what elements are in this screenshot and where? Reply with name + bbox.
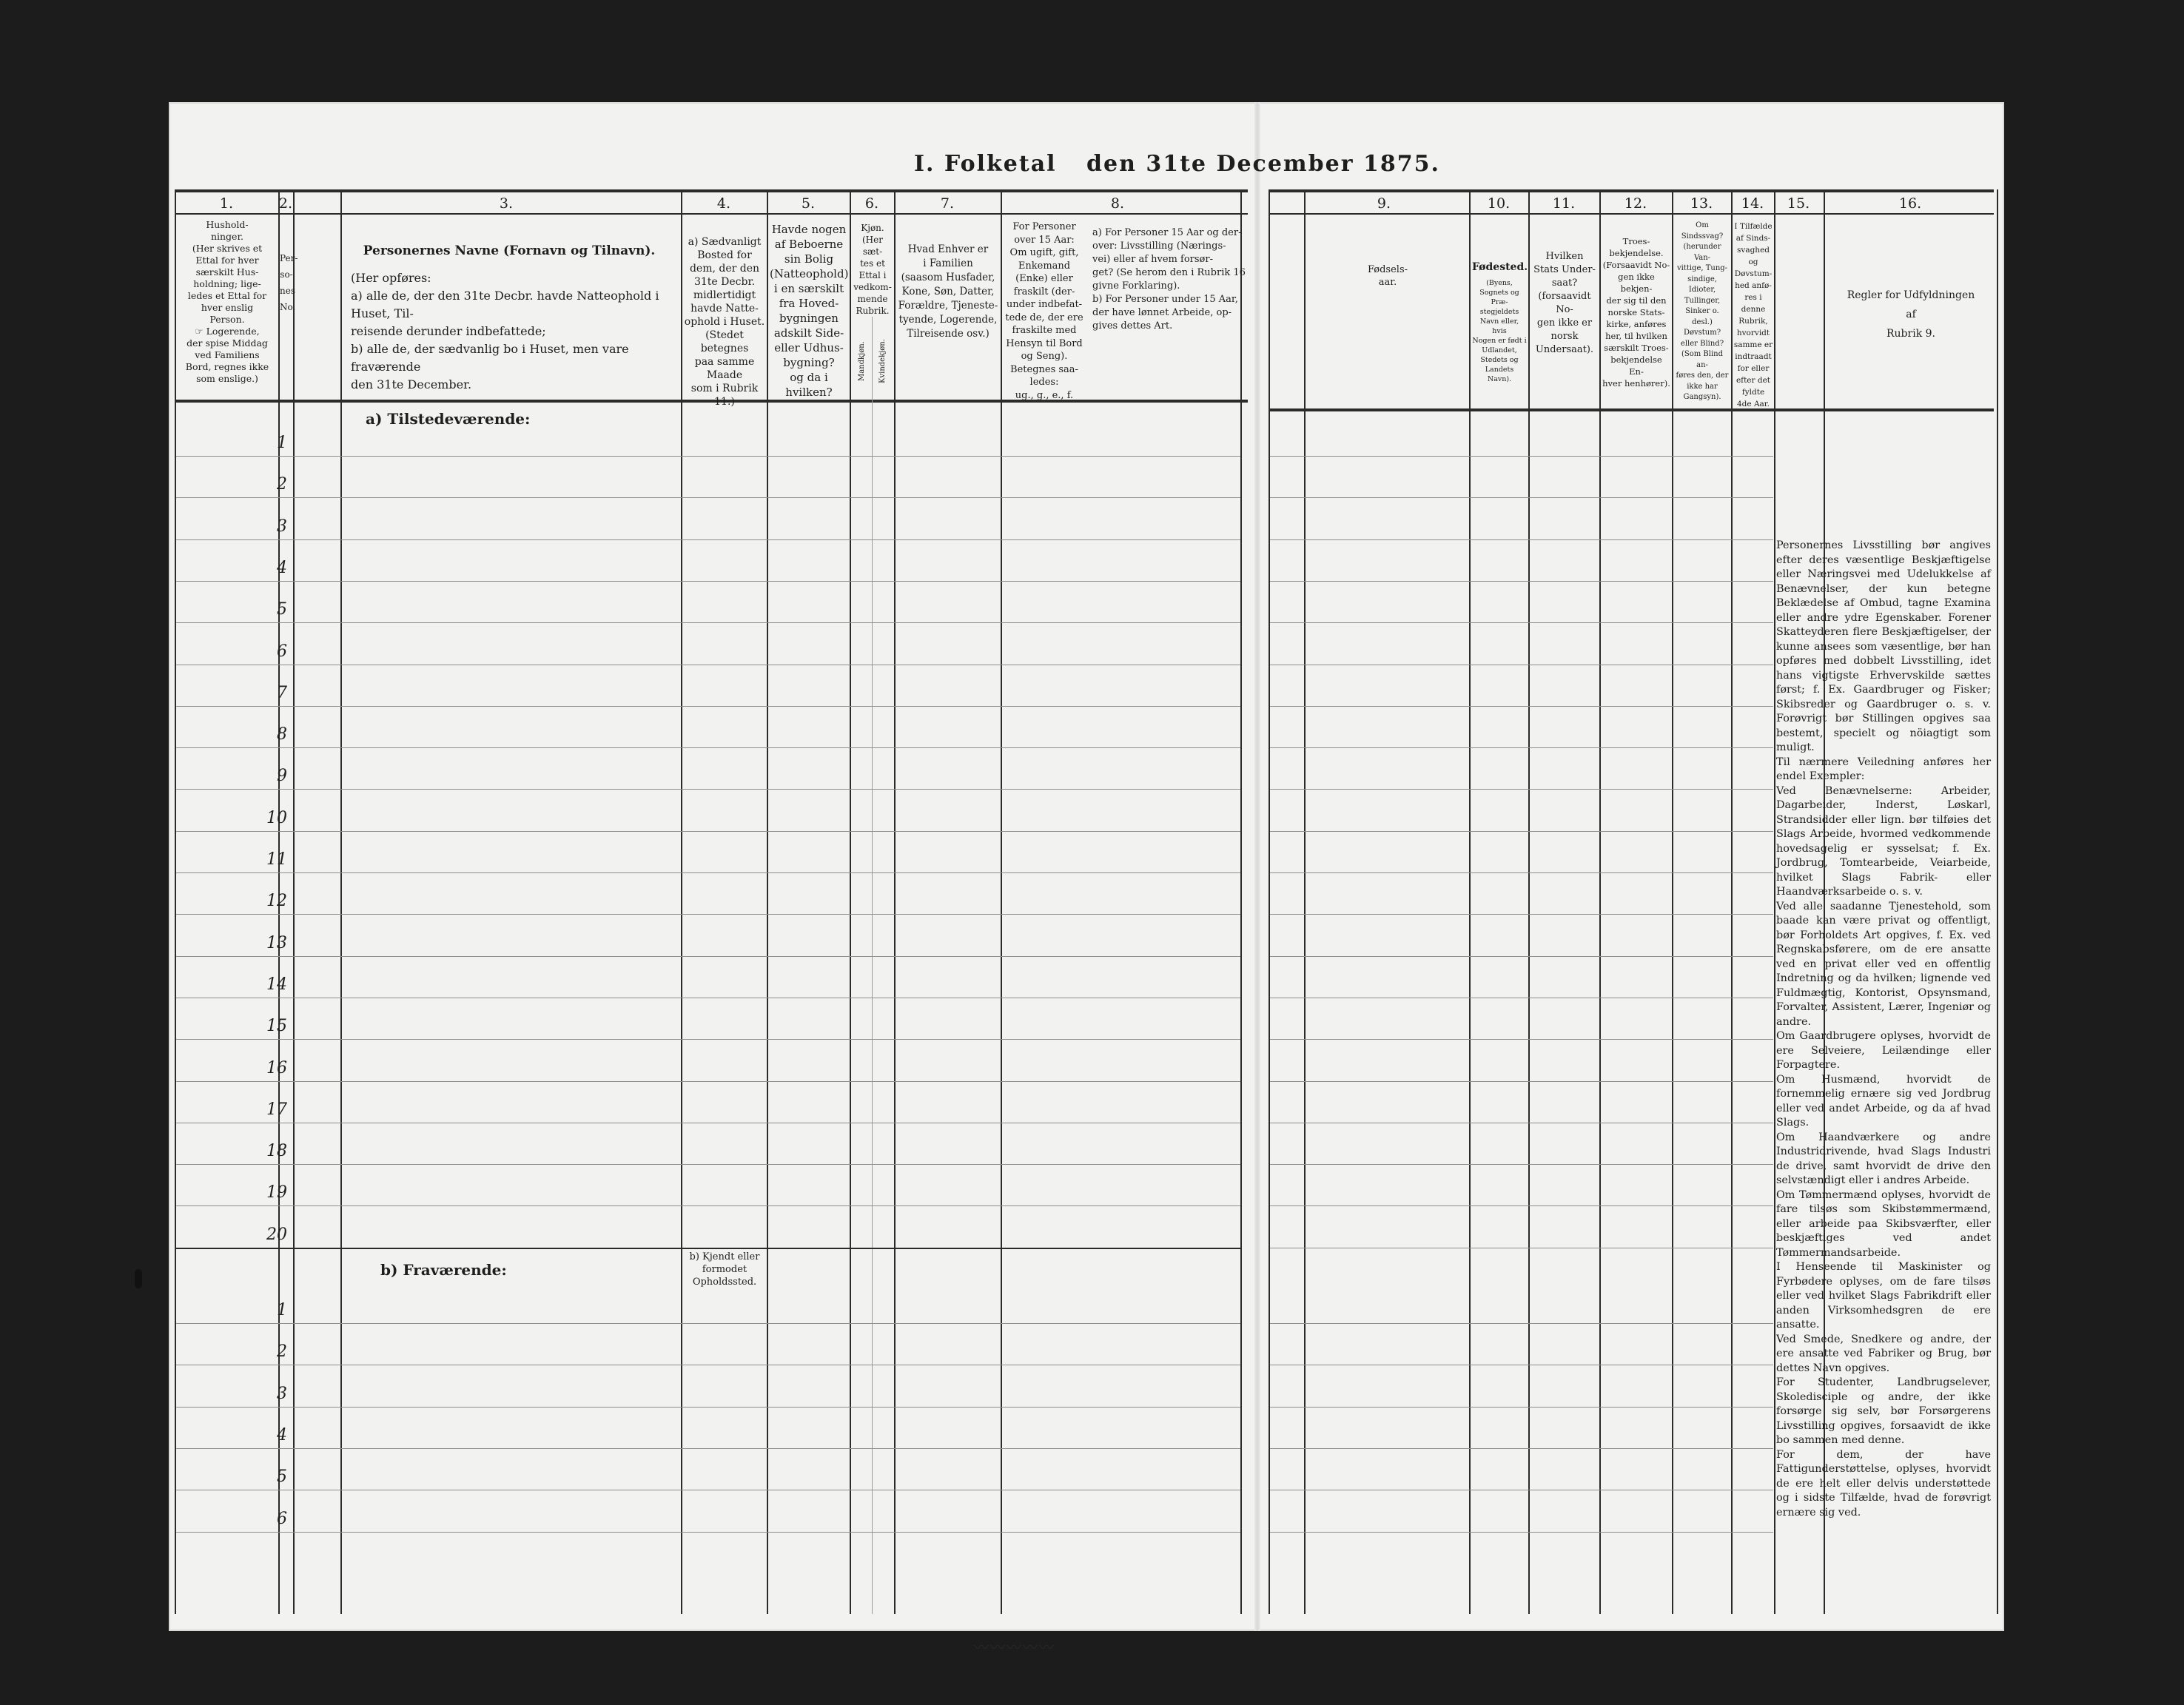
column-number: 6.: [864, 195, 879, 212]
present-row-rule: [176, 831, 1240, 832]
header-birthplace-title: Fødested.: [1472, 261, 1528, 273]
column-number: 14.: [1741, 195, 1764, 212]
present-row-number: 12: [266, 892, 287, 911]
present-row-rule-right: [1270, 914, 1773, 915]
header-top-rule-right: [1269, 189, 1994, 192]
col-rule: [1304, 189, 1306, 1614]
present-row-rule: [176, 914, 1240, 915]
present-row-number: 19: [266, 1183, 287, 1203]
absent-row-number: 1: [277, 1301, 287, 1319]
form-title-right: den 31te December 1875.: [1086, 151, 1440, 177]
present-row-rule: [176, 456, 1240, 457]
section-absent-label: b) Fraværende:: [380, 1261, 507, 1279]
column-number: 1.: [219, 195, 234, 212]
present-row-rule-right: [1270, 831, 1773, 832]
absent-row-rule-right: [1270, 1448, 1773, 1449]
present-row-rule-right: [1270, 747, 1773, 748]
header-disability-onset: I Tilfælde af Sinds- svaghed og Døvstum- hed anfø- res i denne Rubrik, hvorvidt samme er indtraadt for eller efter det fyldte 4de Aar.: [1733, 222, 1773, 408]
absent-row-rule-right: [1270, 1532, 1773, 1533]
header-sex: Kjøn. (Her sæt- tes et Ettal i vedkom- mende Rubrik.: [853, 223, 892, 316]
header-family-role: Hvad Enhver er i Familien (saasom Husfader, Kone, Søn, Datter, Forældre, Tjeneste- tyende, Logerende, Tilreisende osv.): [898, 243, 998, 340]
present-row-rule-right: [1270, 872, 1773, 873]
present-row-rule-right: [1270, 706, 1773, 707]
column-number: 8.: [1110, 195, 1125, 212]
present-row-rule: [176, 1164, 1240, 1165]
col-rule: [175, 189, 176, 1614]
census-form-page: [169, 102, 2004, 1656]
present-row-number: 8: [277, 725, 287, 744]
header-households: Hushold- ninger. (Her skrives et Ettal for hver særskilt Hus- holdning; lige- ledes et Ettal for hver enslig Person. ☞ Logerende, der spise Middag ved Familiens Bord, regnes ikke som enslige.): [185, 219, 269, 384]
absent-row-rule-right: [1270, 1323, 1773, 1324]
present-row-rule: [176, 956, 1240, 957]
present-row-number: 6: [277, 642, 287, 661]
header-outbuilding: Havde nogen af Beboerne sin Bolig (Natteophold) i en særskilt fra Hoved- bygningen adskilt Side- eller Udhus- bygning? og da i hvilken?: [770, 223, 849, 399]
header-sex-female: Kvindekjøn.: [878, 339, 887, 383]
form-title-left: I. Folketal: [914, 151, 1057, 177]
absent-row-rule: [176, 1407, 1240, 1408]
present-row-rule: [176, 581, 1240, 582]
present-row-rule: [176, 1205, 1240, 1206]
bottom-stamp: 〰〰〰〰〰: [974, 1638, 1055, 1656]
present-row-number: 1: [277, 434, 287, 452]
absent-row-rule: [176, 1323, 1240, 1324]
header-nationality: Hvilken Stats Under- saat? (forsaavidt No- gen ikke er norsk Undersaat).: [1533, 251, 1596, 355]
column-number: 16.: [1898, 195, 1922, 212]
column-number: 4.: [716, 195, 731, 212]
present-row-rule: [176, 789, 1240, 790]
absent-row-rule: [176, 1532, 1240, 1533]
absent-row-rule-right: [1270, 1407, 1773, 1408]
page-fold: [1254, 102, 1260, 1631]
present-row-number: 15: [266, 1017, 287, 1036]
present-row-rule-right: [1270, 456, 1773, 457]
present-row-number: 14: [266, 975, 287, 994]
col-rule: [340, 189, 342, 1614]
header-sex-male: Mandkjøn.: [858, 341, 866, 381]
header-religion: Troes- bekjendelse. (Forsaavidt No- gen ikke bekjen- der sig til den norske Stats- kirke, anføres her, til hvilken særskilt Troes- bekjendelse En- hver henhører).: [1602, 236, 1670, 389]
present-row-rule-right: [1270, 1164, 1773, 1165]
present-row-rule: [176, 497, 1240, 498]
absent-row-rule: [176, 1448, 1240, 1449]
present-row-rule: [176, 1081, 1240, 1082]
col-rule: [1001, 189, 1002, 1614]
present-row-rule-right: [1270, 1205, 1773, 1206]
present-row-rule: [176, 539, 1240, 540]
column-number: 15.: [1787, 195, 1810, 212]
col-rule: [1469, 189, 1471, 1614]
col-rule: [1672, 189, 1673, 1614]
header-rules: Regler for Udfyldningen af Rubrik 9.: [1847, 289, 1975, 340]
colnum-rule: [175, 213, 1248, 215]
present-row-number: 20: [266, 1225, 287, 1244]
absent-section-rule: [176, 1248, 1240, 1249]
present-row-rule-right: [1270, 539, 1773, 540]
present-row-number: 11: [266, 850, 287, 869]
present-row-number: 10: [266, 808, 287, 827]
col-rule: [1599, 189, 1601, 1614]
present-row-rule: [176, 706, 1240, 707]
header-birthplace-body: (Byens, Sognets og Præ- stegjeldets Navn eller, hvis Nogen er født i Udlandet, Stedets og Landets Navn).: [1472, 279, 1527, 383]
present-row-number: 7: [277, 683, 287, 702]
absent-row-number: 4: [277, 1425, 287, 1445]
col-rule: [1774, 189, 1775, 1614]
present-row-number: 9: [277, 767, 287, 786]
present-row-number: 17: [266, 1100, 287, 1119]
absent-row-number: 5: [277, 1467, 287, 1487]
header-usual-residence: a) Sædvanligt Bosted for dem, der den 31te Decbr. midlertidigt havde Natte- ophold i Huset. (Stedet betegnes paa samme Maade som i Rubrik 11.): [684, 236, 765, 408]
header-marital-status: For Personer over 15 Aar: Om ugift, gift, Enkemand (Enke) eller fraskilt (der- under indbefat- tede de, der ere fraskilte med Hensyn til Bord og Seng). Betegnes saa- ledes: ug., g., e., f.: [1005, 221, 1083, 401]
col-rule: [872, 317, 873, 1614]
col-rule: [850, 189, 851, 1614]
header-person-no: Per- so- nes No.: [280, 253, 298, 312]
header-bottom-rule-right: [1269, 408, 1994, 411]
present-row-number: 4: [277, 558, 287, 577]
present-row-rule-right: [1270, 789, 1773, 790]
instructions-rubrik-9: Personernes Livsstilling bør angives efter deres væsentlige Beskjæftigelse eller Næringsvei med Udelukkelse af Benævnelser, der kun betegne Beklædelse af Ombud, tagne Examina eller andre ydre Egenskaber. Forener Skatteyderen flere Beskjæftigelser, der kunne ansees som væsentlige, bør han opføres med dobbelt Livsstilling, idet hans vigtigste Erhvervskilde sættes først; f. Ex. Gaardbruger og Fisker; Skibsreder og Gaardbruger o. s. v. Forøvrigt bør Stillingen opgives saa bestemt, specielt og nöiagtigt som muligt. Til nærmere Veiledning anføres her endel Exempler: Ved Benævnelserne: Arbeider, Dagarbeider, Inderst, Løskarl, Strandsidder eller lign. bør tilføies det Slags Arbeide, hvormed vedkommende hovedsagelig er sysselsat; f. Ex. Jordbrug, Tomtearbeide, Veiarbeide, hvilket Slags Fabrik- eller Haandværksarbeide o. s. v. Ved alle saadanne Tjenestehold, som baade kan være privat og offentligt, bør Forholdets Art opgives, f. Ex. ved Regnskabsførere, om de ere ansatte ved en privat eller ved en offentlig Indretning og da hvilken; lignende ved Fuldmægtig, Kontorist, Opsynsmand, Forvalter, Assistent, Lærer, Ingeniør og andre. Om Gaardbrugere oplyses, hvorvidt de ere Selveiere, Leilændinge eller Forpagtere. Om Husmænd, hvorvidt de fornemmelig ernære sig ved Jordbrug eller ved andet Arbeide, og da af hvad Slags. Om Haandværkere og andre Industridrivende, hvad Slags Industri de drive, samt hvorvidt de drive den selvstændigt eller i andres Arbeide. Om Tømmermænd oplyses, hvorvidt de fare tilsøs som Skibstømmermænd, eller arbeide paa Skibsværfter, eller beskjæftiges ved andet Tømmermandsarbeide. I Henseende til Maskinister og Fyrbødere oplyses, om de fare tilsøs eller ved hvilket Slags Fabrikdrift eller anden Virksomhedsgren de ere ansatte. Ved Smede, Snedkere og andre, der ere ansatte ved Fabriker og Brug, bør dettes Navn opgives. For Studenter, Landbrugselever, Skoledisciple og andre, der ikke forsørge sig selv, bør Forsørgerens Livsstilling opgives, forsaavidt de ikke bo sammen med denne. For dem, der have Fattigunderstøttelse, oplyses, hvorvidt de ere helt eller delvis understøttede og i sidste Tilfælde, hvad de forøvrigt ernære sig ved.: [1776, 539, 1991, 1519]
present-row-rule-right: [1270, 622, 1773, 623]
present-row-rule-right: [1270, 1081, 1773, 1082]
column-number: 9.: [1377, 195, 1391, 212]
header-names-title: Personernes Navne (Fornavn og Tilnavn).: [363, 243, 656, 258]
binder-mark: [135, 1269, 142, 1288]
col-rule: [767, 189, 768, 1614]
present-row-rule-right: [1270, 956, 1773, 957]
present-row-rule: [176, 622, 1240, 623]
col-rule: [681, 189, 682, 1614]
present-row-number: 2: [277, 475, 287, 494]
colnum-rule-right: [1269, 213, 1994, 215]
header-bottom-rule: [175, 400, 1248, 403]
present-row-number: 18: [266, 1142, 287, 1161]
present-row-rule-right: [1270, 581, 1773, 582]
col-rule: [1240, 189, 1242, 1614]
column-number: 10.: [1487, 195, 1511, 212]
col-rule: [1269, 189, 1270, 1614]
present-row-number: 16: [266, 1058, 287, 1077]
col-rule: [894, 189, 896, 1614]
absent-row-number: 6: [277, 1509, 287, 1528]
absent-residence-label: b) Kjendt eller formodet Opholdssted.: [689, 1251, 760, 1288]
column-number: 2.: [278, 195, 293, 212]
section-present-label: a) Tilstedeværende:: [366, 410, 531, 428]
header-birth-year: Fødsels- aar.: [1367, 264, 1408, 288]
absent-row-number: 3: [277, 1384, 287, 1403]
absent-row-number: 2: [277, 1342, 287, 1362]
column-number: 7.: [940, 195, 955, 212]
header-names-body: (Her opføres: a) alle de, der den 31te Decbr. havde Natteophold i Huset, Til- reisende derunder indbefattede; b) alle de, der sædvanlig bo i Huset, men vare fraværende den 31te December.: [351, 271, 659, 391]
column-number: 11.: [1552, 195, 1576, 212]
col-rule: [1997, 189, 1998, 1614]
present-row-rule-right: [1270, 497, 1773, 498]
column-number: 13.: [1690, 195, 1713, 212]
column-number: 3.: [499, 195, 514, 212]
column-number: 12.: [1624, 195, 1647, 212]
col-rule: [1528, 189, 1530, 1614]
present-row-rule: [176, 747, 1240, 748]
col-rule: [293, 189, 295, 1614]
header-top-rule: [175, 189, 1248, 192]
present-row-rule: [176, 872, 1240, 873]
column-number: 5.: [801, 195, 816, 212]
header-occupation: a) For Personer 15 Aar og der- over: Livsstilling (Nærings- vei) eller af hvem forsør- get? (Se herom den i Rubrik 16 givne Forklaring). b) For Personer under 15 Aar, der have lønnet Arbeide, op- gives dettes Art.: [1092, 227, 1246, 332]
present-row-number: 5: [277, 600, 287, 619]
present-row-number: 3: [277, 517, 287, 536]
present-row-number: 13: [266, 933, 287, 952]
header-disability: Om Sindssvag? (herunder Van- vittige, Tung- sindige, Idioter, Tullinger, Sinker o. desl.) Døvstum? eller Blind? (Som Blind an- føres den, der ikke har Gangsyn).: [1676, 221, 1729, 401]
present-row-rule-right: [1270, 1039, 1773, 1040]
present-row-rule: [176, 1039, 1240, 1040]
